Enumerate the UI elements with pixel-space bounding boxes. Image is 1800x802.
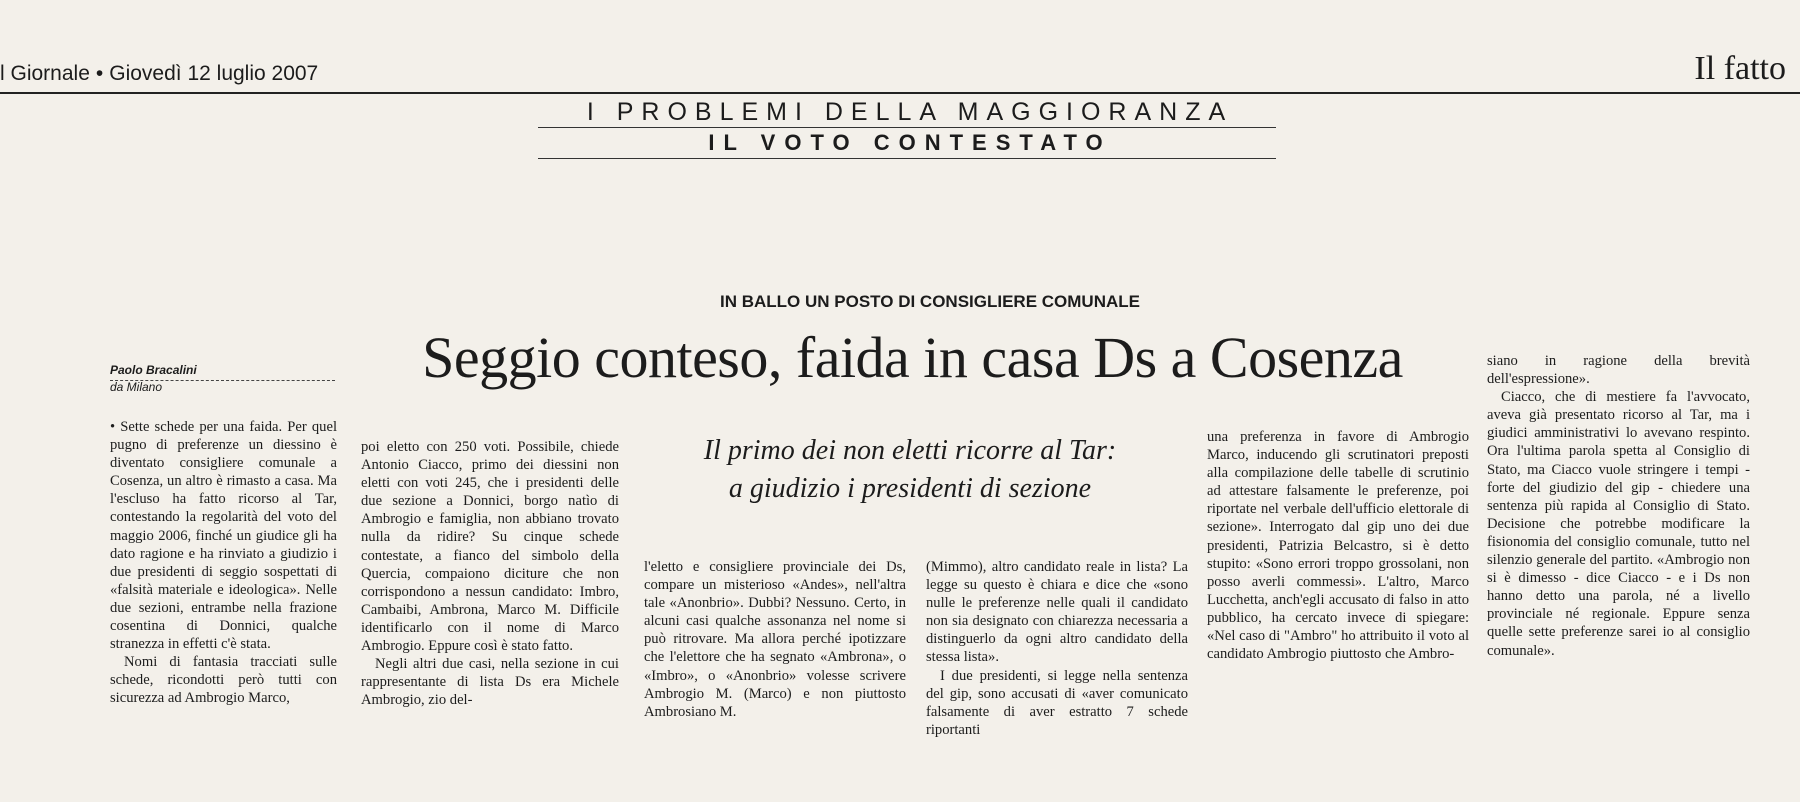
paragraph: Negli altri due casi, nella sezione in cui rappresentante di lista Ds era Michele Ambrogio, zio del- (361, 656, 619, 709)
subsection-title: IL VOTO CONTESTATO (708, 130, 1112, 155)
text-column-2 (361, 438, 619, 709)
text-column-1 (110, 418, 337, 708)
paragraph: Ciacco, che di mestiere fa l'avvocato, aveva già presentato ricorso al Tar, ma i giudici amministrativi lo avevano respinto. Ora l'ultima parola spetta al Consiglio di Stato, ma Ciacco vuole stringere i tempi - forte del giudizio del gip - chiedere una sentenza più rapida al Consiglio di Stato. Decisione che potrebbe modificare la fisionomia del consiglio comunale, tutto nel silenzio generale del partito. «Ambrogio non si è dimesso - dice Ciacco - e i Ds non hanno detto una parola, né a livello provinciale né regionale. Eppure senza quelle sette preferenze sarei io al consiglio comunale». (1487, 389, 1750, 659)
article-headline: Seggio conteso, faida in casa Ds a Cosenza (422, 325, 1403, 390)
author-name: Paolo Bracalini (110, 363, 197, 377)
author-location: da Milano (110, 380, 163, 394)
subtitle-line-2: a giudizio i presidenti di sezione (728, 473, 1092, 504)
text-column-3 (644, 558, 906, 721)
section-title: I PROBLEMI DELLA MAGGIORANZA (586, 98, 1234, 126)
paragraph: siano in ragione della brevità dell'espressione». (1487, 353, 1750, 388)
paragraph: poi eletto con 250 voti. Possibile, chiede Antonio Ciacco, primo dei diessini non eletti con voti 245, che i presidenti delle due sezione a Donnici, borgo natìo di Ambrogio e famiglia, non abbiano trovato nulla da ridire? Su cinque schede contestate, a fianco del simbolo della Quercia, compaiono diciture che non corrispondono a nessun candidato: Imbro, Cambaibi, Ambrona, Marco M. Difficile identificarlo con il nome di Marco Ambrogio. Eppure così è stato fatto. (361, 439, 619, 655)
issue-date: Giovedì 12 luglio 2007 (109, 62, 319, 85)
text-column-5 (1207, 428, 1469, 663)
masthead-rule (0, 92, 1800, 94)
subsection-divider (538, 158, 1276, 159)
paragraph: I due presidenti, si legge nella sentenza del gip, sono accusati di «aver comunicato falsamente di aver estratto 7 schede riportanti (926, 667, 1188, 738)
text-column-4 (926, 558, 1188, 739)
paragraph: Nomi di fantasia tracciati sulle schede, ricondotti però tutti con sicurezza ad Ambrogio Marco, (110, 654, 337, 707)
masthead-left (0, 62, 318, 86)
newspaper-name: l Giornale (0, 62, 90, 85)
byline-rule (110, 380, 335, 381)
paragraph: una preferenza in favore di Ambrogio Marco, inducendo gli scrutinatori preposti alla compilazione delle tabelle di scrutinio ad attestare falsamente le preferenze, poi riportate nel verbale dell'ufficio elettorale di sezione». Interrogato dal gip uno dei due presidenti, Patrizia Belcastro, si è detto stupito: «Sono errori troppo grossolani, non posso averli commessi». L'altro, Marco Lucchetta, anch'egli accusato di falso in atto pubblico, ha cercato invece di spiegare: «Nel caso di "Ambro" ho attribuito il voto al candidato Ambrogio piuttosto che Ambro- (1207, 429, 1469, 663)
paragraph: l'eletto e consigliere provinciale dei Ds, compare un misterioso «Andes», nell'altra tale «Anonbrio». Dubbi? Nessuno. Certo, in alcuni casi qualche assonanza nel nome si può ritrovare. Ma allora perché ipotizzare che l'elettore che ha segnato «Ambrona», o «Imbro», o «Anonbrio» volesse scrivere Ambrogio M. (Marco) e non piuttosto Ambrosiano M. (644, 559, 906, 720)
section-divider (538, 127, 1276, 128)
article-kicker: IN BALLO UN POSTO DI CONSIGLIERE COMUNALE (720, 292, 1140, 311)
subtitle-line-1: Il primo dei non eletti ricorre al Tar: (703, 435, 1117, 466)
text-column-6 (1487, 352, 1750, 660)
section-name: Il fatto (1694, 50, 1786, 87)
byline (110, 362, 340, 396)
paragraph: • Sette schede per una faida. Per quel pugno di preferenze un diessino è diventato consigliere comunale a Cosenza, un altro è rimasto a casa. Ma l'escluso ha fatto ricorso al Tar, contestando la regolarità del voto del maggio 2006, finché un giudice gli ha dato ragione e ha rinviato a giudizio i due presidenti di seggio sospettati di «falsità materiale e ideologica». Nelle due sezioni, entrambe nella frazione cosentina di Donnici, qualche stranezza in effetti c'è stata. (110, 419, 337, 653)
bullet-separator: • (95, 62, 104, 85)
paragraph: (Mimmo), altro candidato reale in lista? La legge su questo è chiara e dice che «sono nulle le preferenze nelle quali il candidato non sia designato con chiarezza necessaria a distinguerlo da ogni altro candidato della stessa lista». (926, 559, 1188, 666)
article-subtitle (620, 432, 1200, 508)
